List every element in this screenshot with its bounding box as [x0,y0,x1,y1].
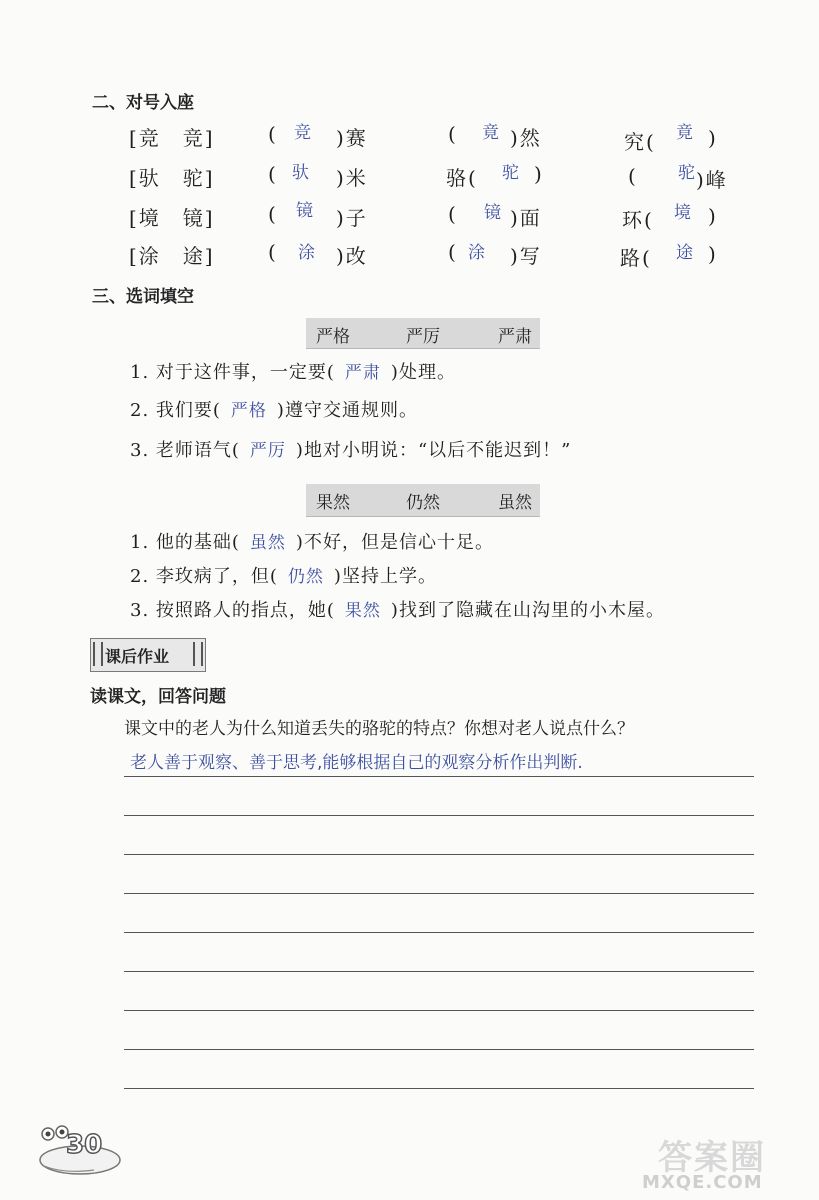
bracket-open: ( [448,240,458,264]
answer-blank: 境 [674,203,691,223]
sentence-text: )不好，但是信心十足。 [295,532,494,553]
watermark-text: 答案圈 [658,1138,766,1178]
tag-right-ornament [193,642,203,666]
bracket-open: ( [268,122,278,146]
writing-line [124,776,754,777]
section-3-title: 三、选词填空 [92,287,194,307]
answer-blank: 驼 [678,163,695,183]
sentence-text: 3. 老师语气( [130,440,240,461]
word-option: 严肃 [498,327,532,347]
bracket-open: ( [268,240,278,264]
sentence-text: )处理。 [390,362,456,383]
bracket-open: ( [448,202,458,226]
writing-line [124,893,754,894]
word-suffix: )改 [336,244,368,268]
answer-blank: 驼 [502,163,519,183]
section-2-title: 二、对号入座 [92,93,194,113]
word-option: 严厉 [406,327,440,347]
word-option: 果然 [316,493,350,513]
bracket-open: ( [628,164,638,188]
writing-line [124,1088,754,1089]
answer-blank: 涂 [468,243,485,263]
bracket-close: ) [708,126,718,150]
word-suffix: )米 [336,166,368,190]
writing-line [124,1010,754,1011]
char-group: [境 镜] [129,206,215,230]
writing-line [124,815,754,816]
word-prefix: 究( [624,130,656,154]
sentence [130,562,437,588]
char-group: [驮 驼] [129,166,215,190]
word-prefix: 环( [622,208,654,232]
char-group: [涂 途] [129,244,215,268]
answer-blank: 途 [676,243,693,263]
word-prefix: 骆( [446,166,478,190]
writing-line [124,1049,754,1050]
sentence [130,358,456,384]
page-number: 30 [66,1130,103,1160]
answer-blank: 仍然 [287,567,324,587]
sentence-text: )地对小明说：“以后不能迟到！” [295,440,572,461]
homework-answer: 老人善于观察、善于思考,能够根据自己的观察分析作出判断. [130,753,583,773]
sentence-text: 1. 对于这件事，一定要( [130,362,335,383]
sentence-text: )遵守交通规则。 [276,400,418,421]
answer-blank: 镜 [296,201,313,221]
sentence [130,436,571,462]
bracket-open: ( [448,122,458,146]
answer-blank: 竞 [294,123,311,143]
bracket-close: ) [708,204,718,228]
word-option: 仍然 [406,493,440,513]
sentence-text: 2. 李玫病了，但( [130,566,278,587]
bracket-open: ( [268,202,278,226]
word-bank-box [306,318,540,349]
writing-line [124,854,754,855]
word-suffix: )写 [510,244,542,268]
sentence [130,396,418,422]
sentence-text: 2. 我们要( [130,400,221,421]
word-suffix: )峰 [696,168,728,192]
bracket-close: ) [534,162,544,186]
answer-blank: 严格 [230,401,267,421]
homework-tag [90,638,206,672]
word-suffix: )然 [510,126,542,150]
answer-blank: 镜 [484,203,501,223]
sentence-text: )坚持上学。 [333,566,437,587]
answer-blank: 驮 [292,163,309,183]
writing-line [124,932,754,933]
word-bank-box [306,484,540,517]
tag-left-ornament [93,642,103,666]
answer-blank: 果然 [344,601,381,621]
word-option: 虽然 [498,493,532,513]
answer-blank: 竟 [482,123,499,143]
answer-blank: 严肃 [344,363,381,383]
sentence-text: 3. 按照路人的指点，她( [130,600,335,621]
word-suffix: )面 [510,206,542,230]
word-suffix: )赛 [336,126,368,150]
word-prefix: 路( [620,246,652,270]
bracket-open: ( [268,162,278,186]
sentence [130,596,665,622]
watermark-logo [640,1130,810,1194]
watermark-url: MXQE.COM [642,1172,763,1193]
homework-question: 课文中的老人为什么知道丢失的骆驼的特点？你想对老人说点什么？ [124,719,634,739]
answer-blank: 严厉 [249,441,286,461]
answer-blank: 竟 [676,123,693,143]
answer-blank: 虽然 [249,533,286,553]
sentence-text: 1. 他的基础( [130,532,240,553]
sentence-text: )找到了隐藏在山沟里的小木屋。 [390,600,665,621]
answer-blank: 涂 [298,243,315,263]
bracket-close: ) [708,242,718,266]
sentence [130,528,494,554]
char-group: [竞 竞] [129,126,215,150]
word-suffix: )子 [336,206,368,230]
homework-title: 读课文，回答问题 [90,687,226,707]
writing-line [124,971,754,972]
homework-tag-label: 课后作业 [105,647,170,666]
word-option: 严格 [316,327,350,347]
